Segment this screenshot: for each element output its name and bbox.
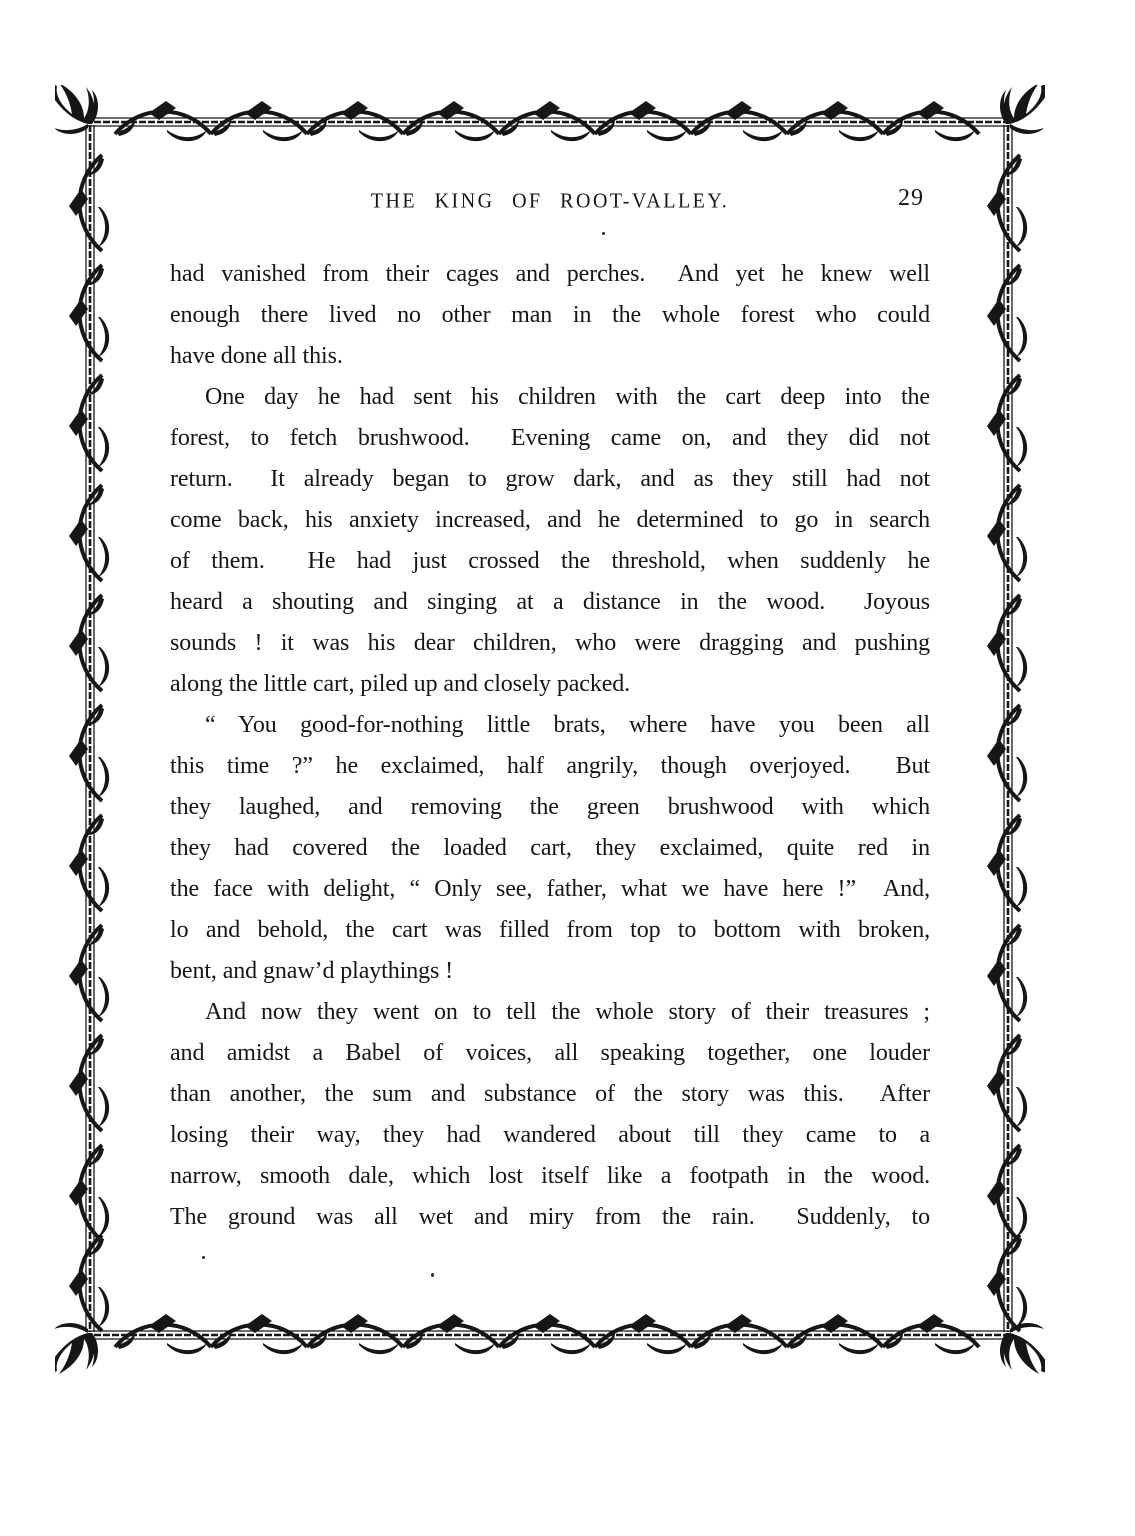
text-line: losing their way, they had wandered about till they came to a <box>170 1122 930 1148</box>
text-line: sounds ! it was his dear children, who were dragging and pushing <box>170 630 930 656</box>
text-line: The ground was all wet and miry from the rain. Suddenly, to <box>170 1204 930 1230</box>
page-number: 29 <box>898 185 924 211</box>
text-line: forest, to fetch brushwood. Evening came on, and they did not <box>170 425 930 451</box>
running-title: THE KING OF ROOT-VALLEY. <box>370 189 730 213</box>
text-line: One day he had sent his children with the cart deep into the <box>205 384 930 410</box>
text-line: “ You good-for-nothing little brats, where have you been all <box>205 712 930 738</box>
text-line: come back, his anxiety increased, and he determined to go in search <box>170 507 930 533</box>
text-line: than another, the sum and substance of the story was this. After <box>170 1081 930 1107</box>
scan-speck <box>602 232 605 235</box>
text-line: enough there lived no other man in the whole forest who could <box>170 302 930 328</box>
text-line: return. It already began to grow dark, and as they still had not <box>170 466 930 492</box>
text-line: and amidst a Babel of voices, all speaking together, one louder <box>170 1040 930 1066</box>
text-line: along the little cart, piled up and closely packed. <box>170 671 631 697</box>
scan-speck <box>431 1273 434 1277</box>
text-line: lo and behold, the cart was filled from top to bottom with broken, <box>170 917 930 943</box>
text-line: had vanished from their cages and perches. And yet he knew well <box>170 261 930 287</box>
text-line: And now they went on to tell the whole story of their treasures ; <box>205 999 930 1025</box>
text-line: the face with delight, “ Only see, father, what we have here !” And, <box>170 876 930 902</box>
text-line: bent, and gnaw’d playthings ! <box>170 958 454 984</box>
text-line: of them. He had just crossed the threshold, when suddenly he <box>170 548 930 574</box>
text-line: heard a shouting and singing at a distance in the wood. Joyous <box>170 589 930 615</box>
page-header <box>170 185 930 222</box>
text-line: this time ?” he exclaimed, half angrily, though overjoyed. But <box>170 753 930 779</box>
text-block <box>170 254 930 1238</box>
text-line: they had covered the loaded cart, they exclaimed, quite red in <box>170 835 930 861</box>
scan-speck <box>202 1256 205 1259</box>
text-line: they laughed, and removing the green brushwood with which <box>170 794 930 820</box>
text-line: have done all this. <box>170 343 343 369</box>
text-line: narrow, smooth dale, which lost itself like a footpath in the wood. <box>170 1163 930 1189</box>
